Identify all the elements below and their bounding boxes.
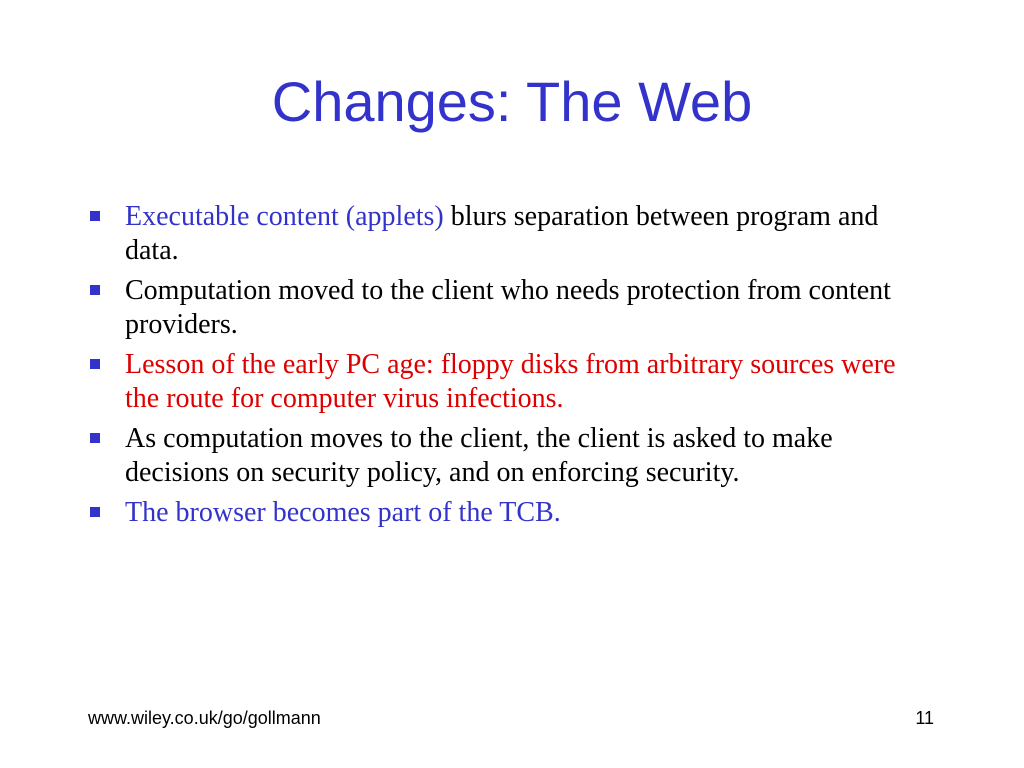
slide-title: Changes: The Web bbox=[271, 70, 753, 133]
bullet-item-applets bbox=[90, 200, 920, 268]
bullet-item-browser-tcb bbox=[90, 496, 920, 530]
bullet-item-computation bbox=[90, 274, 920, 342]
bullet-text: Lesson of the early PC age: floppy disks from arbitrary sources were the route for computer virus infections. bbox=[125, 349, 896, 414]
bullet-text: blurs separation between program and data. bbox=[125, 201, 879, 266]
square-bullet-icon bbox=[90, 285, 100, 295]
bullet-item-client-decisions bbox=[90, 422, 920, 490]
square-bullet-icon bbox=[90, 507, 100, 517]
bullet-highlight-text: Executable content (applets) bbox=[125, 201, 444, 232]
bullet-item-lesson bbox=[90, 348, 920, 416]
bullet-text: As computation moves to the client, the client is asked to make decisions on security policy, and on enforcing security. bbox=[125, 423, 833, 488]
square-bullet-icon bbox=[90, 433, 100, 443]
bullet-text: Computation moved to the client who needs protection from content providers. bbox=[125, 275, 891, 340]
bullet-text: The browser becomes part of the TCB. bbox=[125, 497, 561, 528]
footer-url: www.wiley.co.uk/go/gollmann bbox=[88, 708, 321, 728]
square-bullet-icon bbox=[90, 359, 100, 369]
page-number: 11 bbox=[915, 708, 934, 728]
square-bullet-icon bbox=[90, 211, 100, 221]
bullet-list bbox=[90, 200, 920, 536]
